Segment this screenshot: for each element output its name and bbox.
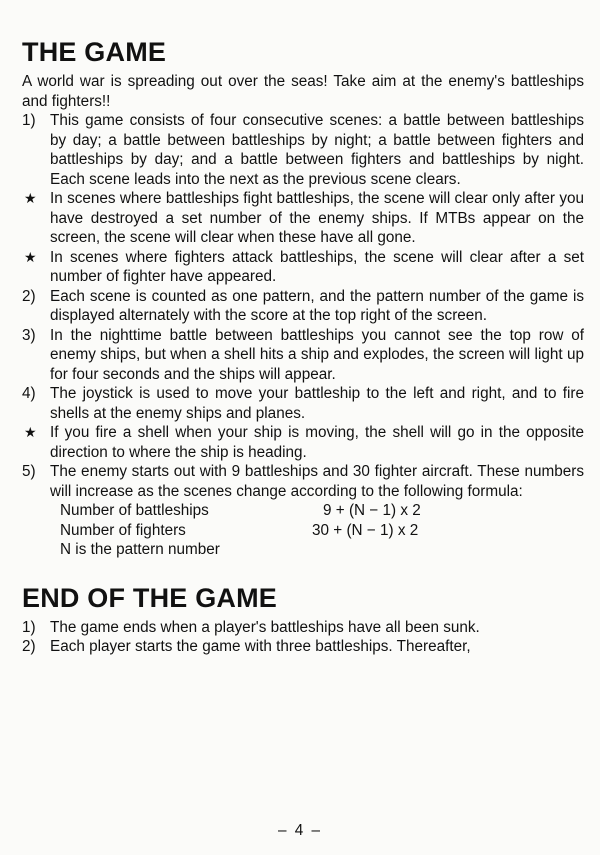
formula-expression: 30 + (N − 1) x 2	[312, 521, 419, 539]
item-text: In the nighttime battle between battleships you cannot see the top row of enemy ships, but when a shell hits a ship and explodes, the screen will light up for four seconds and the ships will appear.	[50, 326, 584, 383]
star-icon: ★	[24, 190, 37, 206]
list-item	[22, 462, 584, 501]
item-text: Each player starts the game with three battleships. Thereafter,	[50, 638, 471, 655]
list-item	[22, 111, 584, 189]
item-marker: 2)	[22, 287, 36, 305]
item-text: This game consists of four consecutive scenes: a battle between battleships by day; a battle between battleships by night; a battle between fighters and battleships by day; and a battle between fighters and battleships by night. Each scene leads into the next as the previous scene clears.	[50, 112, 584, 188]
item-marker: 5)	[22, 463, 36, 480]
manual-page	[22, 36, 584, 657]
list-item	[22, 637, 584, 657]
intro-paragraph: A world war is spreading out over the seas! Take aim at the enemy's battleships and fighters!!	[22, 73, 584, 110]
item-marker: 4)	[22, 385, 36, 402]
list-item	[22, 423, 584, 462]
item-text: Each scene is counted as one pattern, and the pattern number of the game is displayed alternately with the score at the top right of the screen.	[50, 287, 584, 324]
formula-label: Number of battleships	[60, 502, 209, 519]
item-text: In scenes where fighters attack battleships, the scene will clear after a set number of fighter have appeared.	[50, 248, 584, 285]
item-text: If you fire a shell when your ship is moving, the shell will go in the opposite direction to where the ship is heading.	[50, 424, 584, 461]
formula-block	[22, 501, 584, 560]
list-item	[22, 189, 584, 248]
heading-end-of-the-game: END OF THE GAME	[22, 582, 278, 613]
list-item	[22, 326, 584, 385]
star-icon: ★	[24, 424, 37, 440]
list-item	[22, 384, 584, 423]
formula-expression: 9 + (N − 1) x 2	[323, 502, 421, 519]
item-marker: 1)	[22, 112, 36, 129]
star-icon: ★	[24, 248, 37, 265]
heading-the-game: THE GAME	[22, 37, 167, 67]
list-item	[22, 248, 584, 287]
item-marker: 2)	[22, 638, 36, 655]
item-text: The joystick is used to move your battleship to the left and right, and to fire shells at the enemy ships and planes.	[50, 385, 584, 422]
page-number: – 4 –	[277, 822, 323, 839]
formula-note: N is the pattern number	[60, 541, 220, 558]
list-item	[22, 287, 584, 326]
list-item	[22, 618, 584, 638]
formula-row-fighters	[60, 521, 584, 541]
item-text: In scenes where battleships fight battleships, the scene will clear only after you have destroyed a set number of the enemy ships. If MTBs appear on the screen, the scene will clear when these have all gone.	[50, 190, 584, 246]
item-marker: 3)	[22, 326, 36, 344]
item-marker: 1)	[22, 618, 36, 636]
item-text: The enemy starts out with 9 battleships and 30 fighter aircraft. These numbers will increase as the scenes change according to the following formula:	[50, 463, 584, 500]
item-text: The game ends when a player's battleships have all been sunk.	[50, 618, 480, 636]
formula-row-battleships	[60, 501, 584, 521]
formula-label: Number of fighters	[60, 521, 186, 539]
